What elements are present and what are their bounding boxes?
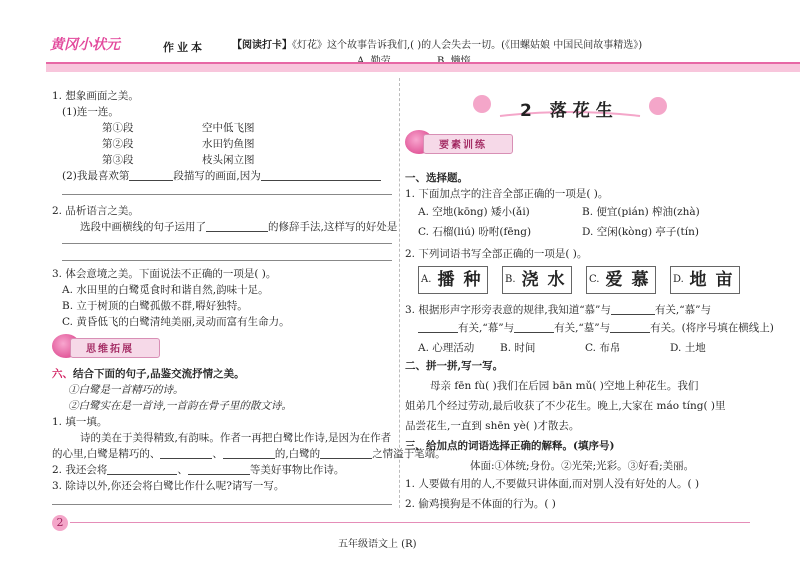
s1-text-1: 的心里,白鹭是精巧的、 <box>52 448 161 460</box>
word-char: 种 <box>463 270 481 290</box>
answer-blank[interactable] <box>320 448 372 459</box>
s2-text-c: 等美好事物比作诗。 <box>249 464 345 476</box>
sub-question-1: 1. 填一填。 <box>52 416 108 428</box>
option-label: D. <box>673 274 684 285</box>
q3-option-c: C. 黄昏低飞的白鹭清纯美丽,灵动而富有生命力。 <box>62 316 290 328</box>
column-divider <box>399 78 400 508</box>
reading-tag: 【阅读打卡】 <box>232 40 292 51</box>
reading-text: 《灯花》这个故事告诉我们,( )的人会失去一切。(《田螺姑娘 中国民间故事精选》) <box>292 40 643 51</box>
q2-text-b: 的修辞手法,这样写的好处是 <box>268 221 398 233</box>
c3-text-d: 有关,“墓”与 <box>554 322 611 334</box>
choice-3-line-1 <box>405 302 711 317</box>
answer-blank[interactable] <box>611 304 655 315</box>
footer-text: 五年级语文上 (R) <box>338 539 417 550</box>
word-char: 地 <box>689 270 707 290</box>
answer-blank[interactable] <box>610 322 650 333</box>
question-1-1: (1)连一连。 <box>62 106 119 118</box>
choice-1: 1. 下面加点字的注音全部正确的一项是( )。 <box>405 188 609 200</box>
q1-2-text-a: (2)我最喜欢第 <box>62 170 130 182</box>
c3-text-c: 有关,“幕”与 <box>458 322 515 334</box>
q3-option-a: A. 水田里的白鹭觅食时和谐自然,韵味十足。 <box>62 284 269 296</box>
word-char: 慕 <box>631 270 649 290</box>
question-1: 1. 想象画面之美。 <box>52 90 139 102</box>
choice-2: 2. 下列词语书写全部正确的一项是( )。 <box>405 248 588 260</box>
question-2-text <box>80 219 397 234</box>
c3-text-b: 有关,“慕”与 <box>654 304 712 316</box>
interpret-2: 2. 偷鸡摸狗是不体面的行为。( ) <box>405 498 556 510</box>
choice-2-option-b <box>502 266 572 294</box>
word-char: 浇 <box>521 270 539 290</box>
choice-1-option-d: D. 空闲(kòng) 亭子(tín) <box>582 226 699 238</box>
choice-1-option-c: C. 石榴(liú) 吩咐(fēng) <box>418 226 532 238</box>
option-label: A. <box>421 274 432 285</box>
sub-question-3: 3. 除诗以外,你还会将白鹭比作什么呢?请写一写。 <box>52 480 285 492</box>
logo-text: 黄冈小状元 <box>50 37 120 53</box>
pinyin-line-1: 母亲 fēn fù( )我们在后园 bān mǔ( )空地上种花生。我们 <box>430 380 699 392</box>
choice-1-option-b: B. 便宜(pián) 榨油(zhà) <box>582 206 700 218</box>
word-char: 播 <box>437 270 455 290</box>
word-char: 亩 <box>715 270 733 290</box>
c3-text-a: 3. 根据形声字形旁表意的规律,我知道“慕”与 <box>405 304 611 316</box>
q1-2-text-b: 段描写的画面,因为 <box>173 170 261 182</box>
s1-text-2: 、 <box>212 448 223 460</box>
choice-2-option-a <box>418 266 488 294</box>
answer-blank[interactable] <box>261 170 381 181</box>
pinyin-line-3: 品尝花生,一直到 shēn yè( )才散去。 <box>405 420 580 432</box>
section-1-heading: 一、选择题。 <box>405 172 468 184</box>
answer-blank[interactable] <box>129 170 173 181</box>
answer-blank[interactable] <box>206 221 268 232</box>
match-right-3: 枝头闲立图 <box>202 154 255 166</box>
page-number: 2 <box>52 515 68 531</box>
answer-blank[interactable] <box>418 322 458 333</box>
choice-2-option-d <box>670 266 740 294</box>
section-6-title: 结合下面的句子,品鉴交流抒情之美。 <box>73 368 245 380</box>
s1-text-3: 的,白鹭的 <box>274 448 321 460</box>
pinyin-line-2: 姐弟几个经过劳动,最后收获了不少花生。晚上,大家在 máo tíng( )里 <box>405 400 726 412</box>
sub-question-1-line-a: 诗的美在于美得精致,有韵味。作者一再把白鹭比作诗,是因为在作者 <box>80 432 392 444</box>
answer-blank[interactable] <box>223 448 275 459</box>
sentence-2: ②白鹭实在是一首诗,一首韵在骨子里的散文诗。 <box>68 400 292 412</box>
match-right-2: 水田钓鱼图 <box>202 138 255 150</box>
answer-blank[interactable] <box>188 464 250 475</box>
s1-text-4: 之情溢于笔端。 <box>372 448 446 460</box>
match-left-3: 第③段 <box>102 154 134 166</box>
question-1-2 <box>62 168 381 183</box>
choice-3-option-c: C. 布帛 <box>585 342 621 354</box>
badge-label: 思维拓展 <box>86 344 134 355</box>
option-label: C. <box>589 274 600 285</box>
choice-2-option-c <box>586 266 656 294</box>
answer-blank[interactable] <box>160 448 212 459</box>
option-label: B. <box>505 274 516 285</box>
answer-line[interactable] <box>62 243 392 244</box>
answer-line[interactable] <box>62 194 392 195</box>
choice-3-option-a: A. 心理活动 <box>418 342 475 354</box>
question-3: 3. 体会意境之美。下面说法不正确的一项是( )。 <box>52 268 277 280</box>
match-right-1: 空中低飞图 <box>202 122 255 134</box>
sentence-1: ①白鹭是一首精巧的诗。 <box>68 384 184 396</box>
definition-text: 体面:①体统;身份。②光荣;光彩。③好看;美丽。 <box>470 460 695 472</box>
answer-line[interactable] <box>52 504 392 505</box>
sub-question-1-line-b <box>52 446 446 461</box>
s2-text-a: 2. 我还会将 <box>52 464 108 476</box>
footer-rule <box>70 522 750 523</box>
c3-text-e: 有关。(将序号填在横线上) <box>650 322 774 334</box>
workbook-label: 作业本 <box>163 41 205 54</box>
section-badge-thinking <box>52 336 162 358</box>
question-2: 2. 品析语言之美。 <box>52 205 139 217</box>
section-2-heading: 二、拼一拼,写一写。 <box>405 360 504 372</box>
q3-option-b: B. 立于树顶的白鹭孤傲不群,嘚好独特。 <box>62 300 248 312</box>
match-left-2: 第②段 <box>102 138 134 150</box>
s2-text-b: 、 <box>177 464 188 476</box>
choice-3-line-2 <box>418 320 774 335</box>
word-char: 爱 <box>605 270 623 290</box>
answer-blank[interactable] <box>514 322 554 333</box>
sub-question-2 <box>52 462 344 477</box>
lesson-number: 2 <box>520 101 538 121</box>
match-left-1: 第①段 <box>102 122 134 134</box>
reading-checkin <box>232 36 642 51</box>
q2-text-a: 选段中画横线的句子运用了 <box>80 221 206 233</box>
lesson-name: 落花生 <box>549 101 619 121</box>
section-6-heading <box>52 366 245 381</box>
word-char: 水 <box>547 270 565 290</box>
choice-1-option-a: A. 空地(kōng) 矮小(ǎi) <box>418 206 530 218</box>
section-badge-skills <box>405 132 515 154</box>
lesson-title <box>520 96 619 121</box>
answer-blank[interactable] <box>107 464 177 475</box>
badge-label: 要素训练 <box>439 140 487 151</box>
brand-logo <box>50 34 205 62</box>
choice-3-option-d: D. 土地 <box>670 342 706 354</box>
answer-line[interactable] <box>62 260 392 261</box>
choice-3-option-b: B. 时间 <box>500 342 536 354</box>
header-bar <box>46 62 800 72</box>
interpret-1: 1. 人要做有用的人,不要做只讲体面,而对别人没有好处的人。( ) <box>405 478 700 490</box>
section-6-number: 六、 <box>52 368 73 380</box>
section-3-heading: 三、给加点的词语选择正确的解释。(填序号) <box>405 440 615 452</box>
